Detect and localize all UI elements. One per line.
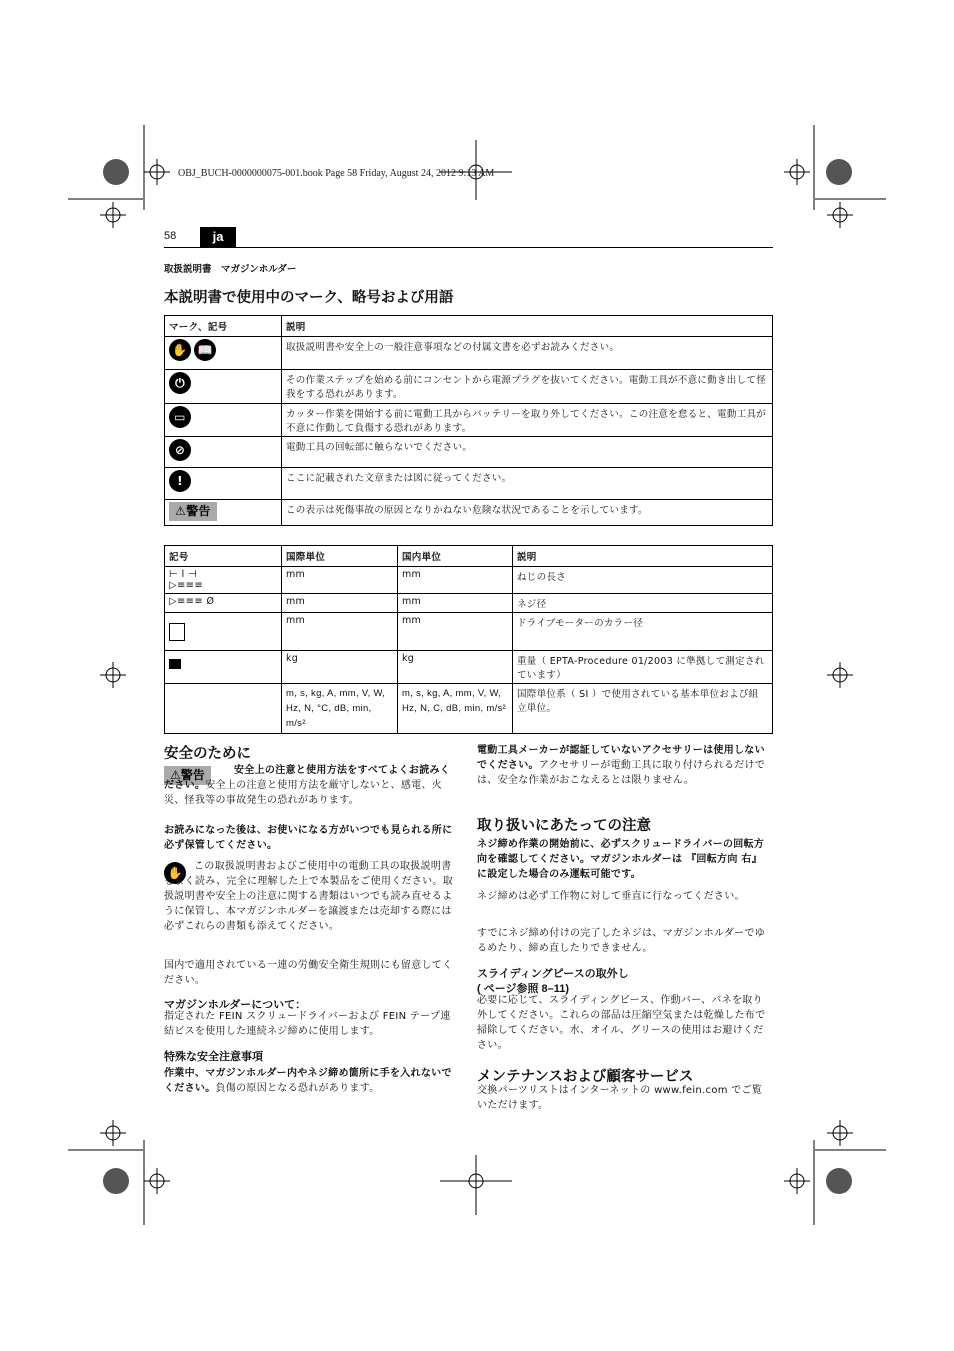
book-icon: 📖 (194, 339, 216, 361)
safety-paragraph: 安全上の注意と使用方法をすべてよくお読みください。安全上の注意と使用方法を厳守しないと、感電、火災、怪我等の事故発生の恐れがあります。 (164, 765, 451, 806)
slide-page-ref: ( ページ参照 8–11) (477, 983, 570, 995)
collar-diameter-icon (169, 623, 185, 641)
keep-manual-paragraph: お読みになった後は、お使いになる方がいつでも見られる所に必ず保管してください。 (164, 825, 453, 851)
handling-paragraph: ネジ締め作業の開始前に、必ずスクリュードライバーの回転方向を確認してください。マガジンホルダーは 『回転方向 右』に設定した場合のみ運転可能です。 (477, 839, 765, 880)
safety-title: 安全のために (164, 746, 251, 762)
special-safety-paragraph: 作業中、マガジンホルダー内やネジ締め箇所に手を入れないでください。負傷の原因となる恐れがあります。 (164, 1068, 452, 1094)
accessory-paragraph: 電動工具メーカーが認証していないアクセサリーは使用しないでください。アクセサリーが電動工具に取り付けられるだけでは、安全な作業がおこなえるとは限りません。 (477, 745, 766, 786)
warning-triangle-icon: ⚠ (175, 504, 187, 518)
manual-paragraph: この取扱説明書およびご使用中の電動工具の取扱説明書をよく読み、完全に理解した上で本製品をご使用ください。取扱説明書や安全上の注意に関する書類はいつでも読み直せるように保管し、本マガジンホルダーを譲渡または売却する際には必ずこれらの書類も添えてください。 (164, 861, 453, 932)
marks-section-title: 本説明書で使用中のマーク、略号および用語 (164, 290, 454, 306)
warning-label: ⚠警告 (164, 766, 211, 785)
warning-triangle-icon: ⚠ (170, 768, 181, 782)
units-col-national: 国内単位 (398, 546, 513, 567)
maintenance-title: メンテナンスおよび顧客サービス (477, 1069, 694, 1085)
table-row: ⊢ l ⊣ ▷≡≡≡ mm mm ねじの長さ (165, 567, 773, 594)
table-row: mm mm ドライブモーターのカラー径 (165, 613, 773, 651)
units-table (164, 545, 773, 734)
loosen-paragraph: すでにネジ締め付けの完了したネジは、マガジンホルダーでゆるめたり、締め直したりできません。 (477, 928, 766, 954)
marks-row-desc: カッター作業を開始する前に電動工具からバッテリーを取り外してください。この注意を怠ると、電動工具が不意に作動して負傷する恐れがあります。 (282, 404, 773, 437)
doc-subtitle: 取扱説明書 マガジンホルダー (164, 264, 297, 275)
about-paragraph: 指定された FEIN スクリュードライバーおよび FEIN テープ連結ビスを使用した連続ネジ締めに使用します。 (164, 1011, 451, 1037)
regulations-paragraph: 国内で適用されている一連の労働安全衛生規則にも留意してください。 (164, 960, 453, 986)
marks-row-desc: 取扱説明書や安全上の一般注意事項などの付属文書を必ずお読みください。 (282, 337, 773, 370)
slide-paragraph: 必要に応じて、スライディングピース、作動バー、バネを取り外してください。これらの部品は圧縮空気または乾燥した布で掃除してください。水、オイル、グリースの使用はお避けください。 (477, 995, 766, 1051)
page-number: 58 (164, 230, 177, 242)
remove-battery-icon: ▭ (169, 406, 191, 428)
header-rule (164, 247, 773, 248)
slide-title: スライディングピースの取外し (477, 967, 629, 980)
marks-row-desc: この表示は死傷事故の原因となりかねない危険な状況であることを示しています。 (282, 500, 773, 526)
handling-title: 取り扱いにあたっての注意 (477, 818, 651, 834)
warning-label: ⚠警告 (169, 502, 217, 521)
unplug-icon: ⏻ (169, 372, 191, 394)
marks-row-desc: ここに記載された文章または図に従ってください。 (282, 468, 773, 500)
marks-table (164, 315, 773, 526)
exclamation-icon: ! (169, 470, 191, 492)
table-row: m, s, kg, A, mm, V, W, Hz, N, °C, dB, min, m/s² m, s, kg, A, mm, V, W, Hz, N, C, dB, min, m/s² 国際単位系（ SI ）で使用されている基本単位および組立単位。 (165, 684, 773, 734)
marks-row-desc: 電動工具の回転部に触らないでください。 (282, 437, 773, 468)
weight-icon (169, 659, 181, 669)
screw-length-icon: ⊢ l ⊣ ▷≡≡≡ (169, 569, 204, 591)
table-row: kg kg 重量（ EPTA-Procedure 01/2003 に準拠して測定されています） (165, 651, 773, 684)
units-col-desc: 説明 (513, 546, 773, 567)
table-row: ▷≡≡≡ Ø mm mm ネジ径 (165, 594, 773, 613)
file-info-line: OBJ_BUCH-0000000075-001.book Page 58 Friday, August 24, 2012 9:13 AM (178, 168, 495, 179)
units-col-symbol: 記号 (165, 546, 282, 567)
marks-col-mark: マーク、記号 (165, 316, 282, 337)
marks-row-icon (165, 337, 282, 370)
perpendicular-paragraph: ネジ締めは必ず工作物に対して垂直に行なってください。 (477, 891, 745, 902)
maintenance-paragraph: 交換パーツリストはインターネットの www.fein.com でご覧いただけます。 (477, 1085, 763, 1111)
special-safety-title: 特殊な安全注意事項 (164, 1050, 263, 1063)
units-col-si: 国際単位 (282, 546, 398, 567)
read-manual-icon: ✋ (164, 862, 186, 884)
about-title: マガジンホルダーについて： (164, 998, 307, 1011)
screw-diameter-icon: ▷≡≡≡ (169, 596, 207, 607)
no-touch-icon: ⊘ (169, 439, 191, 461)
marks-col-desc: 説明 (282, 316, 773, 337)
language-tab: ja (200, 227, 236, 247)
read-manual-icon: ✋ (169, 339, 191, 361)
marks-row-desc: その作業ステップを始める前にコンセントから電源プラグを抜いてください。電動工具が不意に動き出して怪我をする恐れがあります。 (282, 370, 773, 404)
